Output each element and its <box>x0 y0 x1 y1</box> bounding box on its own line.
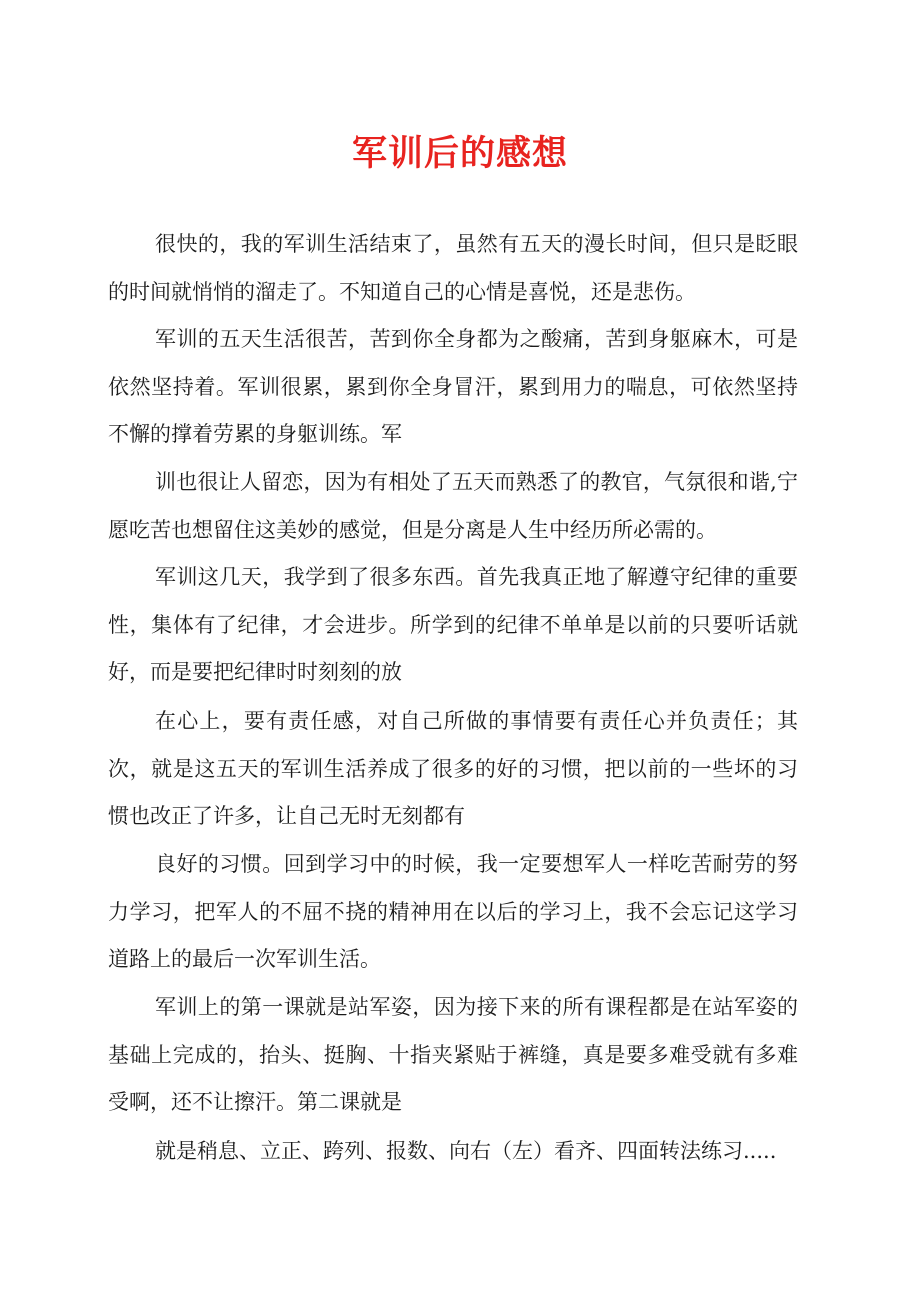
paragraph-6: 良好的习惯。回到学习中的时候，我一定要想军人一样吃苦耐劳的努力学习，把军人的不屈不挠的精神用在以后的学习上，我不会忘记这学习道路上的最后一次军训生活。 <box>108 852 798 971</box>
document-title: 军训后的感想 <box>351 134 568 174</box>
paragraph-3: 训也很让人留恋，因为有相处了五天而熟悉了的教官，气氛很和谐,宁愿吃苦也想留住这美妙的感觉，但是分离是人生中经历所必需的。 <box>108 470 798 542</box>
paragraph-4: 军训这几天，我学到了很多东西。首先我真正地了解遵守纪律的重要性，集体有了纪律，才会进步。所学到的纪律不单单是以前的只要听话就好，而是要把纪律时时刻刻的放 <box>108 565 798 684</box>
paragraph-1: 很快的，我的军训生活结束了，虽然有五天的漫长时间，但只是眨眼的时间就悄悄的溜走了。不知道自己的心情是喜悦，还是悲伤。 <box>108 232 798 304</box>
paragraph-5: 在心上，要有责任感，对自己所做的事情要有责任心并负责任；其次，就是这五天的军训生活养成了很多的好的习惯，把以前的一些坏的习惯也改正了许多，让自己无时无刻都有 <box>108 709 798 828</box>
paragraph-2: 军训的五天生活很苦，苦到你全身都为之酸痛，苦到身躯麻木，可是依然坚持着。军训很累，累到你全身冒汗，累到用力的喘息，可依然坚持不懈的撑着劳累的身躯训练。军 <box>108 327 798 446</box>
paragraph-8: 就是稍息、立正、跨列、报数、向右（左）看齐、四面转法练习..... <box>155 1139 777 1163</box>
paragraph-7: 军训上的第一课就是站军姿，因为接下来的所有课程都是在站军姿的基础上完成的，抬头、挺胸、十指夹紧贴于裤缝，真是要多难受就有多难受啊，还不让擦汗。第二课就是 <box>108 995 798 1114</box>
